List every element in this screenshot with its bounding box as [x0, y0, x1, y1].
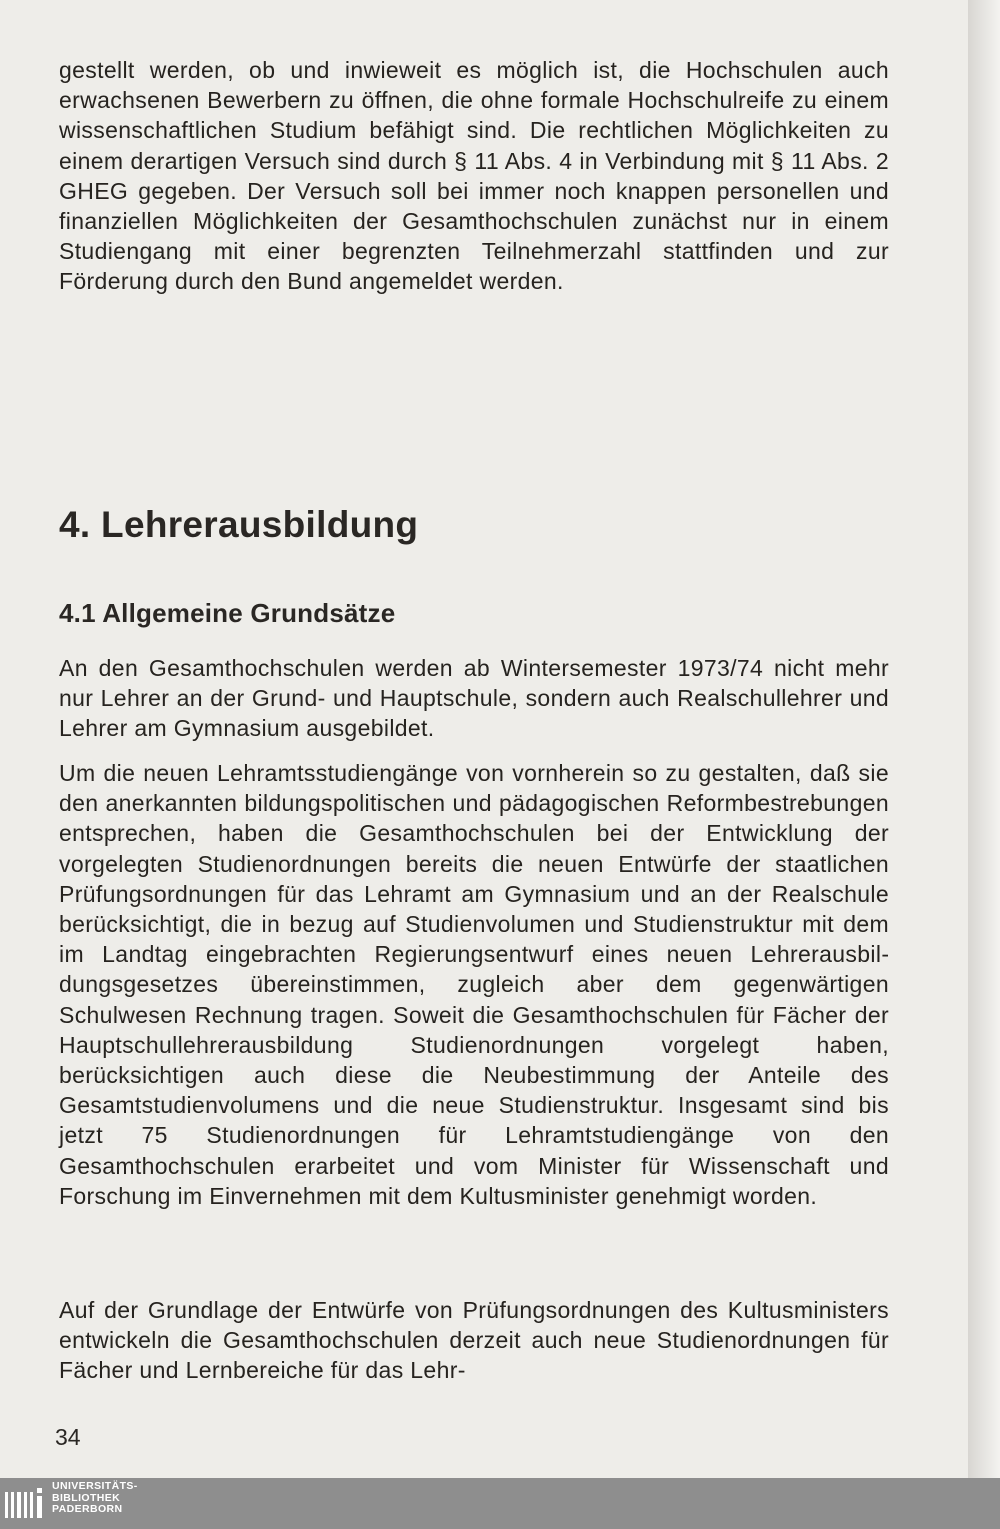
library-footer-bar: [0, 1478, 1000, 1529]
library-logo-line: PADERBORN: [52, 1503, 123, 1515]
body-paragraph: Um die neuen Lehramtsstudiengänge von vornherein so zu gestalten, daß sie den anerkannten bildungspolitischen und pädagogischen Reformbestrebungen entsprechen, haben die Gesamthochschulen bei der Entwicklung der vorgelegten Studienordnungen bereits die neuen Entwürfe der staatlichen Prüfungsordnungen für das Lehramt am Gymnasium und an der Realschule berücksichtigt, die in bezug auf Studienvolumen und Studienstruktur mit dem im Landtag eingebrachten Regierungsentwurf eines neuen Lehrerausbildungsgesetzes übereinstimmen, zugleich aber dem gegenwärtigen Schulwesen Rechnung tragen. Soweit die Gesamthochschulen für Fächer der Hauptschullehrerausbildung Studienordnungen vorgelegt haben, berücksichtigen auch diese die Neubestimmung der Anteile des Gesamtstudienvolumens und die neue Studienstruktur. Insgesamt sind bis jetzt 75 Studienordnungen für Lehramtstudiengänge von den Gesamthochschulen erarbeitet und vom Minister für Wissenschaft und Forschung im Einvernehmen mit dem Kultusminister genehmigt worden.: [59, 760, 889, 1209]
library-logo-line: UNIVERSITÄTS-: [52, 1480, 138, 1492]
page-edge-shadow: [968, 0, 1000, 1478]
section-heading: 4. Lehrerausbildung: [59, 504, 419, 545]
library-logo-text: [52, 1481, 138, 1516]
body-paragraph: Auf der Grundlage der Entwürfe von Prüfungsordnungen des Kultusministers entwickeln die Gesamthochschulen derzeit auch neue Studienordnungen für Fächer und Lernbereiche für das Lehr-: [59, 1297, 889, 1384]
page-number: 34: [55, 1424, 81, 1450]
body-paragraph: An den Gesamthochschulen werden ab Wintersemester 1973/74 nicht mehr nur Lehrer an der Grund- und Hauptschule, sondern auch Realschullehrer und Lehrer am Gymnasium ausgebildet.: [59, 655, 889, 742]
subsection-heading: 4.1 Allgemeine Grundsätze: [59, 598, 396, 628]
intro-paragraph: gestellt werden, ob und inwieweit es möglich ist, die Hochschulen auch erwachsenen Bewerbern zu öffnen, die ohne formale Hochschulreife zu einem wissenschaftlichen Studium befähigt sind. Die rechtlichen Möglichkeiten zu einem derartigen Versuch sind durch § 11 Abs. 4 in Verbindung mit § 11 Abs. 2 GHEG gegeben. Der Versuch soll bei immer noch knappen personellen und finanziellen Möglichkeiten der Gesamthochschulen zunächst nur in einem Studiengang mit einer begrenzten Teilnehmerzahl stattfinden und zur Förderung durch den Bund angemeldet werden.: [59, 57, 889, 295]
library-columns-icon: [4, 1488, 44, 1522]
library-logo-line: BIBLIOTHEK: [52, 1491, 121, 1504]
